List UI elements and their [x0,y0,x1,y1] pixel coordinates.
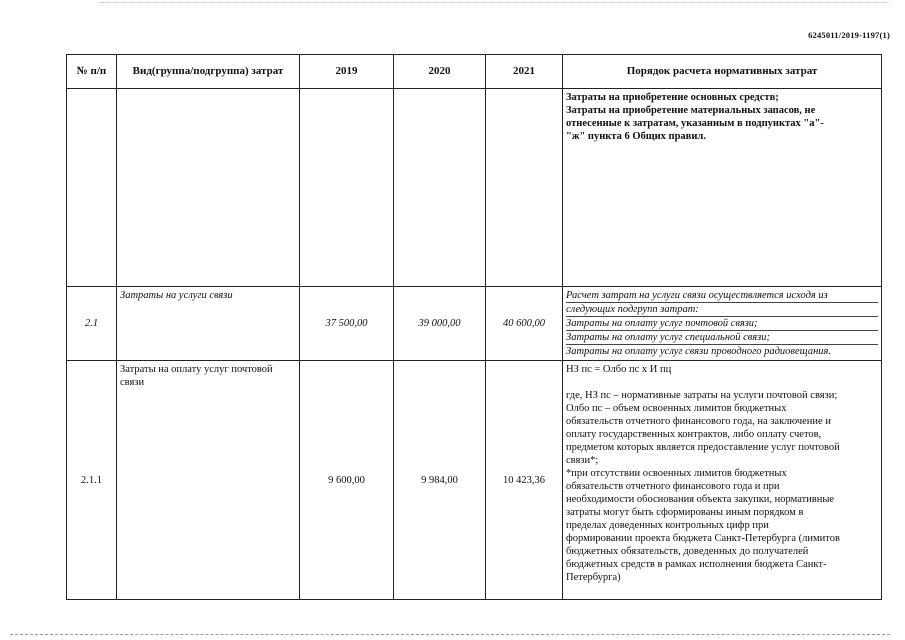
row-number: 2.1.1 [67,361,117,600]
calc-line: необходимости обоснования объекта закупки, нормативные [566,494,835,505]
value-2019: 37 500,00 [300,287,394,361]
blank-line [566,376,878,389]
calc-line: предметом которых является предоставление услуг почтовой [566,442,840,453]
cell-calc [563,361,882,600]
cell-2021 [486,89,563,287]
calc-line: затраты могут быть сформированы иным порядком в [566,507,804,518]
value-2020: 9 984,00 [394,361,486,600]
calc-line: оплату государственных контрактов, либо оплату счетов, [566,429,822,440]
cost-kind: Затраты на оплату услуг почтовой связи [117,361,300,600]
calc-line: Петербурга) [566,572,621,583]
header-2019: 2019 [300,55,394,89]
header-2020: 2020 [394,55,486,89]
value-2019: 9 600,00 [300,361,394,600]
cost-kind: Затраты на услуги связи [117,287,300,361]
calc-line: бюджетных обязательств, доведенных до получателей [566,546,809,557]
table-row-2-1-1 [67,361,882,600]
cell-calc [563,287,882,361]
calc-line: Затраты на оплату услуг почтовой связи; [566,317,878,331]
calc-line: Затраты на приобретение материальных запасов, не [566,105,816,116]
calc-line: Олбо пс – объем освоенных лимитов бюджетных [566,403,787,414]
table-row-continuation [67,89,882,287]
cell-kind [117,89,300,287]
calc-line: Затраты на оплату услуг специальной связи; [566,331,878,345]
calc-line: пределах доведенных контрольных цифр при [566,520,769,531]
header-num: № п/п [67,55,117,89]
header-calc: Порядок расчета нормативных затрат [563,55,882,89]
calc-line: отнесенные к затратам, указанным в подпунктах "а"- [566,118,824,129]
scan-artifact-bottom [10,634,890,635]
calc-line: "ж" пункта 6 Общих правил. [566,131,706,142]
formula: НЗ пс = Олбо пс х И пц [566,364,672,375]
document-id: 6245011/2019-1197(1) [808,30,890,40]
calc-line: обязательств отчетного финансового года и при [566,481,780,492]
calc-line: где, НЗ пс – нормативные затраты на услуги почтовой связи; [566,390,838,401]
calc-line: Затраты на приобретение основных средств; [566,92,779,103]
calc-line: обязательств отчетного финансового года, на заключение и [566,416,831,427]
header-kind: Вид(группа/подгруппа) затрат [117,55,300,89]
cell-2020 [394,89,486,287]
calc-line: Затраты на оплату услуг связи проводного радиовещания. [566,346,832,357]
scan-artifact-top [100,2,890,3]
cell-2019 [300,89,394,287]
cost-table [66,54,882,600]
cell-calc [563,89,882,287]
table-header-row [67,55,882,89]
value-2020: 39 000,00 [394,287,486,361]
row-number: 2.1 [67,287,117,361]
calc-line: связи*; [566,455,599,466]
table-row-2-1 [67,287,882,361]
value-2021: 10 423,36 [486,361,563,600]
calc-line: *при отсутствии освоенных лимитов бюджетных [566,468,787,479]
calc-line: следующих подгрупп затрат: [566,303,878,317]
calc-line: бюджетных средств в рамках исполнения бюджета Санкт- [566,559,827,570]
cell-num [67,89,117,287]
header-2021: 2021 [486,55,563,89]
value-2021: 40 600,00 [486,287,563,361]
calc-line: формировании проекта бюджета Санкт-Петербурга (лимитов [566,533,840,544]
calc-line: Расчет затрат на услуги связи осуществляется исходя из [566,289,878,303]
